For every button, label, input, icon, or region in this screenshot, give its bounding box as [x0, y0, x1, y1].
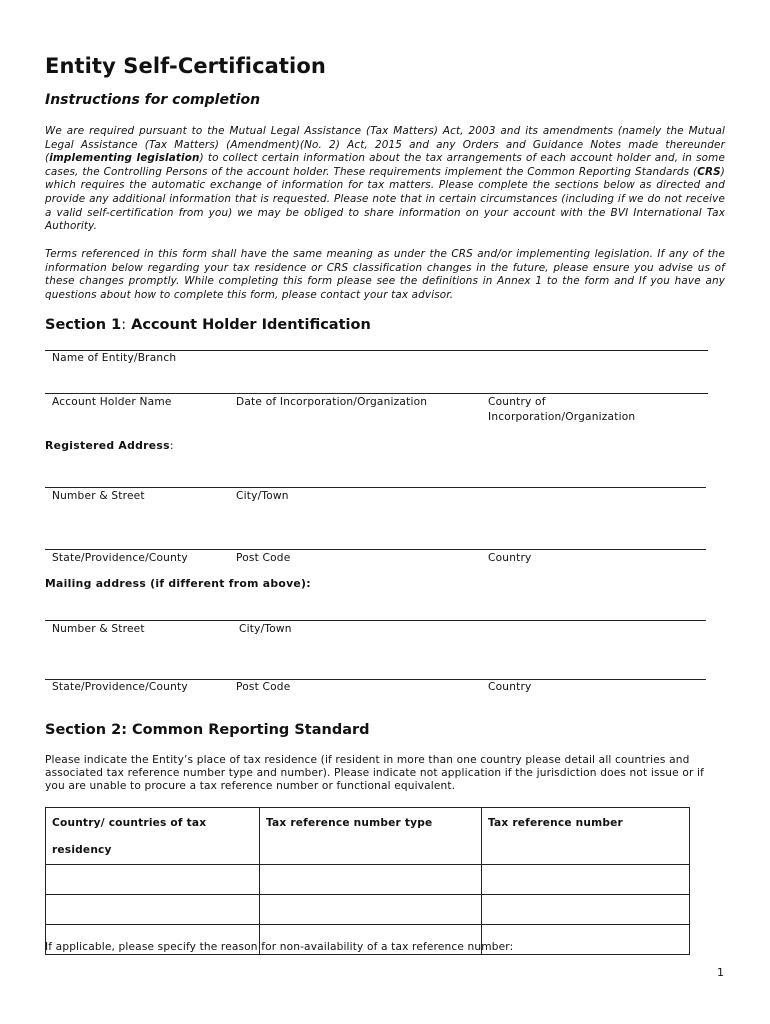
- table-row: [46, 895, 690, 925]
- country-cell[interactable]: [46, 865, 260, 895]
- tax-number-cell[interactable]: [482, 895, 690, 925]
- table-row: [46, 865, 690, 895]
- account-holder-name-field[interactable]: Account Holder Name: [52, 396, 172, 408]
- tax-number-type-cell[interactable]: [260, 895, 482, 925]
- mailing-post-code-field[interactable]: Post Code: [236, 681, 291, 693]
- name-of-entity-field[interactable]: Name of Entity/Branch: [52, 352, 177, 364]
- mailing-country-field[interactable]: Country: [488, 681, 532, 693]
- page-title: Entity Self-Certification: [45, 54, 326, 78]
- mailing-city-town-field[interactable]: City/Town: [239, 623, 292, 635]
- section-2-intro: Please indicate the Entity’s place of tax residence (if resident in more than one country please detail all countries and associated tax reference number type and number). Please indicate not application if the jurisdiction does not issue or if you are unable to procure a tax reference number or functional equivalent.: [45, 754, 704, 792]
- mailing-address-label: Mailing address (if different from above):: [45, 577, 311, 590]
- account-holder-rule: [45, 393, 708, 394]
- page-number: 1: [717, 966, 724, 979]
- header-country-of-tax-residency: Country/ countries of tax residency: [46, 808, 260, 865]
- registered-country-field[interactable]: Country: [488, 552, 532, 564]
- tax-number-cell[interactable]: [482, 865, 690, 895]
- table-header-row: [46, 808, 690, 865]
- instructions-heading: Instructions for completion: [45, 92, 261, 108]
- section-2-heading: Section 2: Common Reporting Standard: [45, 722, 370, 738]
- tax-residency-table: [45, 807, 690, 955]
- registered-state-rule: [45, 549, 706, 550]
- country-cell[interactable]: [46, 895, 260, 925]
- mailing-street-rule: [45, 620, 706, 621]
- mailing-state-field[interactable]: State/Providence/County: [52, 681, 188, 693]
- registered-post-code-field[interactable]: Post Code: [236, 552, 291, 564]
- non-availability-note: If applicable, please specify the reason for non-availability of a tax reference number:: [45, 941, 514, 953]
- registered-state-field[interactable]: State/Providence/County: [52, 552, 188, 564]
- registered-number-street-field[interactable]: Number & Street: [52, 490, 145, 502]
- instructions-paragraph-1: We are required pursuant to the Mutual Legal Assistance (Tax Matters) Act, 2003 and its amendments (namely the Mutual Legal Assistance (Tax Matters) (Amendment)(No. 2) Act, 2015 and any Orders and Guidance Notes made thereunder (implementing legislation) to collect certain information about the tax arrangements of each account holder and, in some cases, the Controlling Persons of the account holder. These requirements implement the Common Reporting Standards (CRS) which requires the automatic exchange of information for tax matters. Please complete the sections below as directed and provide any additional information that is requested. Please note that in certain circumstances (including if we do not receive a valid self-certification from you) we may be obliged to share information on your account with the BVI International Tax Authority.: [45, 125, 725, 233]
- section-1-heading: Section 1: Account Holder Identification: [45, 317, 371, 333]
- implementing-legislation-term: implementing legislation: [49, 152, 200, 165]
- header-tax-reference-number: Tax reference number: [482, 808, 690, 865]
- crs-term: CRS: [697, 165, 721, 178]
- registered-city-town-field[interactable]: City/Town: [236, 490, 289, 502]
- country-of-incorporation-field[interactable]: Country of Incorporation/Organization: [488, 396, 636, 423]
- registered-address-label: Registered Address:: [45, 439, 174, 452]
- date-of-incorporation-field[interactable]: Date of Incorporation/Organization: [236, 396, 428, 408]
- instructions-paragraph-2: Terms referenced in this form shall have the same meaning as under the CRS and/or implementing legislation. If any of the information below regarding your tax residence or CRS classification changes in the future, please ensure you advise us of these changes promptly. While completing this form please see the definitions in Annex 1 to the form and If you have any questions about how to complete this form, please contact your tax advisor.: [45, 248, 725, 301]
- header-tax-reference-number-type: Tax reference number type: [260, 808, 482, 865]
- mailing-number-street-field[interactable]: Number & Street: [52, 623, 145, 635]
- registered-street-rule: [45, 487, 706, 488]
- tax-number-type-cell[interactable]: [260, 865, 482, 895]
